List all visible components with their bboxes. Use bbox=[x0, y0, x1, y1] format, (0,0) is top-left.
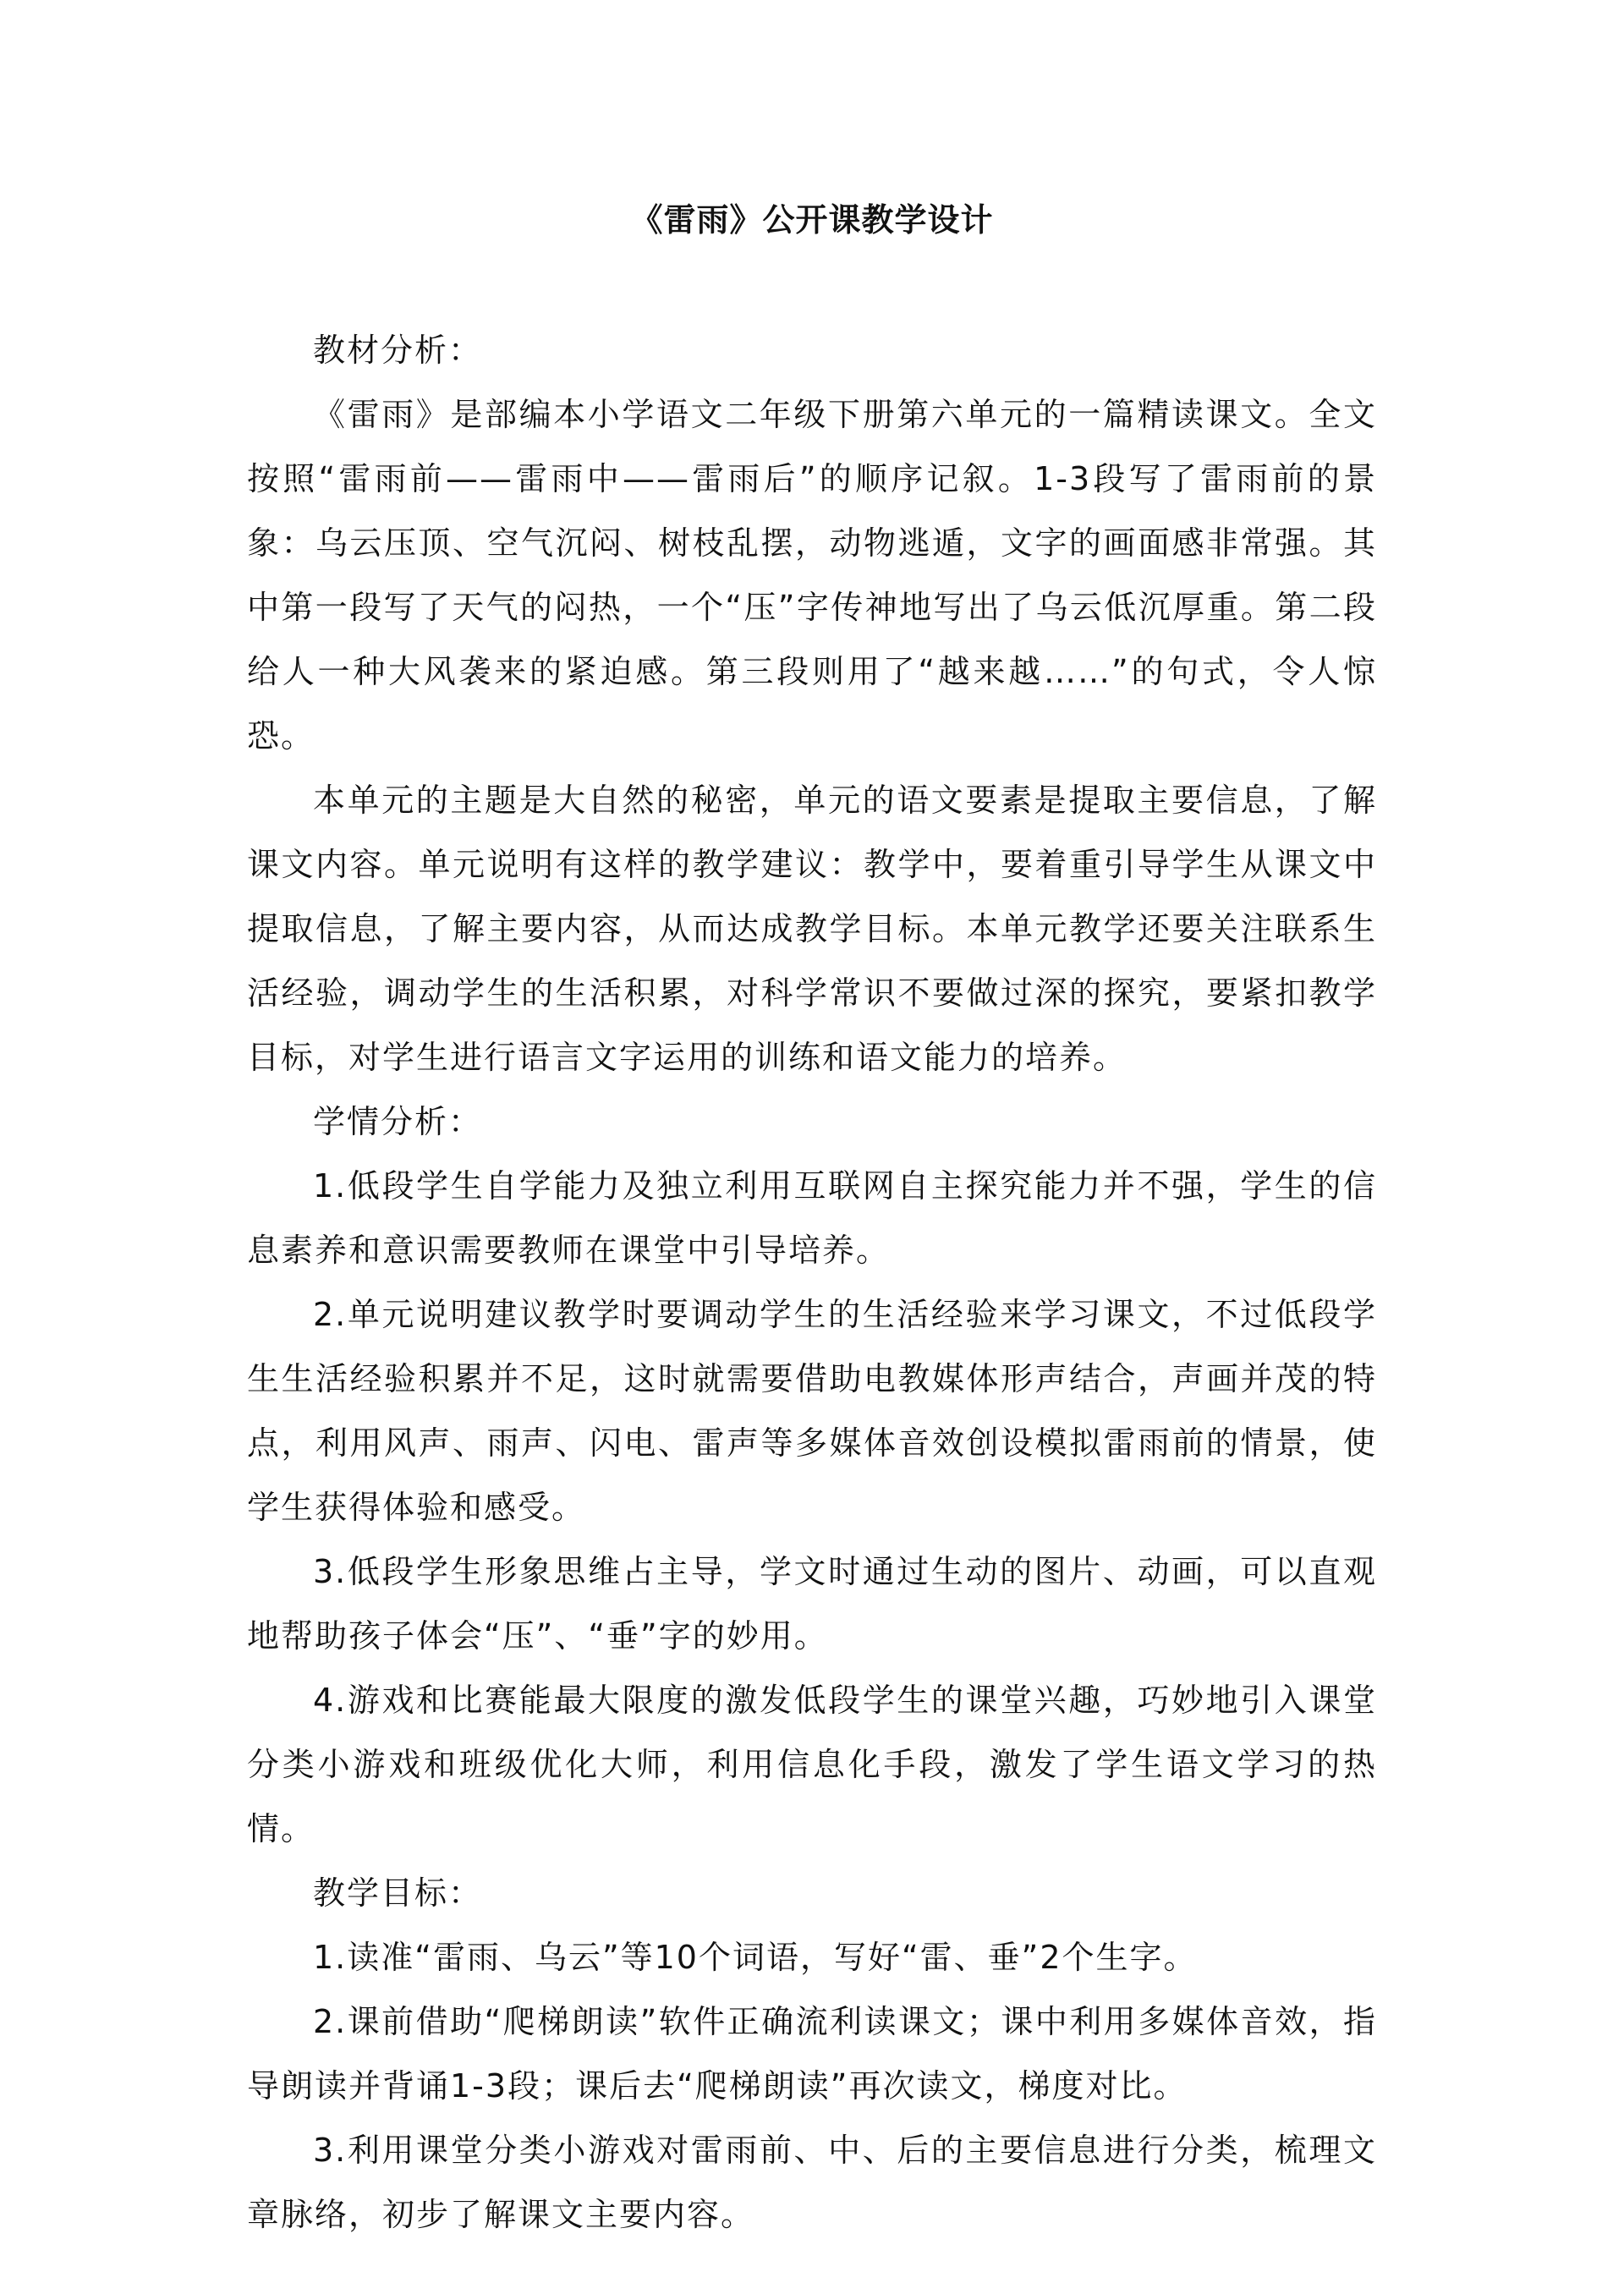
paragraph: 3.利用课堂分类小游戏对雷雨前、中、后的主要信息进行分类，梳理文章脉络，初步了解课文主要内容。 bbox=[247, 2132, 1377, 2233]
section-heading-student-analysis: 学情分析： bbox=[313, 1103, 483, 1140]
paragraph: 1.低段学生自学能力及独立利用互联网自主探究能力并不强，学生的信息素养和意识需要教师在课堂中引导培养。 bbox=[247, 1167, 1377, 1269]
paragraph: 《雷雨》是部编本小学语文二年级下册第六单元的一篇精读课文。全文按照“雷雨前——雷雨中——雷雨后”的顺序记叙。1-3段写了雷雨前的景象：乌云压顶、空气沉闷、树枝乱摆，动物逃遁，文字的画面感非常强。其中第一段写了天气的闷热，一个“压”字传神地写出了乌云低沉厚重。第二段给人一种大风袭来的紧迫感。第三段则用了“越来越……”的句式，令人惊恐。 bbox=[247, 396, 1377, 755]
paragraph: 本单元的主题是大自然的秘密，单元的语文要素是提取主要信息，了解课文内容。单元说明有这样的教学建议：教学中，要着重引导学生从课文中提取信息，了解主要内容，从而达成教学目标。本单元教学还要关注联系生活经验，调动学生的生活积累，对科学常识不要做过深的探究，要紧扣教学目标，对学生进行语言文字运用的训练和语文能力的培养。 bbox=[247, 782, 1377, 1076]
section-heading-teaching-goals: 教学目标： bbox=[313, 1874, 483, 1912]
section-heading-textbook-analysis: 教材分析： bbox=[313, 332, 483, 369]
paragraph: 3.低段学生形象思维占主导，学文时通过生动的图片、动画，可以直观地帮助孩子体会“压”、“垂”字的妙用。 bbox=[247, 1553, 1377, 1655]
document-title: 《雷雨》公开课教学设计 bbox=[630, 201, 994, 239]
paragraph: 4.游戏和比赛能最大限度的激发低段学生的课堂兴趣，巧妙地引入课堂分类小游戏和班级优化大师，利用信息化手段，激发了学生语文学习的热情。 bbox=[247, 1682, 1377, 1847]
paragraph: 1.读准“雷雨、乌云”等10个词语，写好“雷、垂”2个生字。 bbox=[313, 1939, 1198, 1976]
paragraph: 2.课前借助“爬梯朗读”软件正确流利读课文；课中利用多媒体音效，指导朗读并背诵1-3段；课后去“爬梯朗读”再次读文，梯度对比。 bbox=[247, 2003, 1377, 2105]
paragraph: 2.单元说明建议教学时要调动学生的生活经验来学习课文，不过低段学生生活经验积累并不足，这时就需要借助电教媒体形声结合，声画并茂的特点，利用风声、雨声、闪电、雷声等多媒体音效创设模拟雷雨前的情景，使学生获得体验和感受。 bbox=[247, 1296, 1377, 1526]
document-body bbox=[247, 196, 1377, 2247]
